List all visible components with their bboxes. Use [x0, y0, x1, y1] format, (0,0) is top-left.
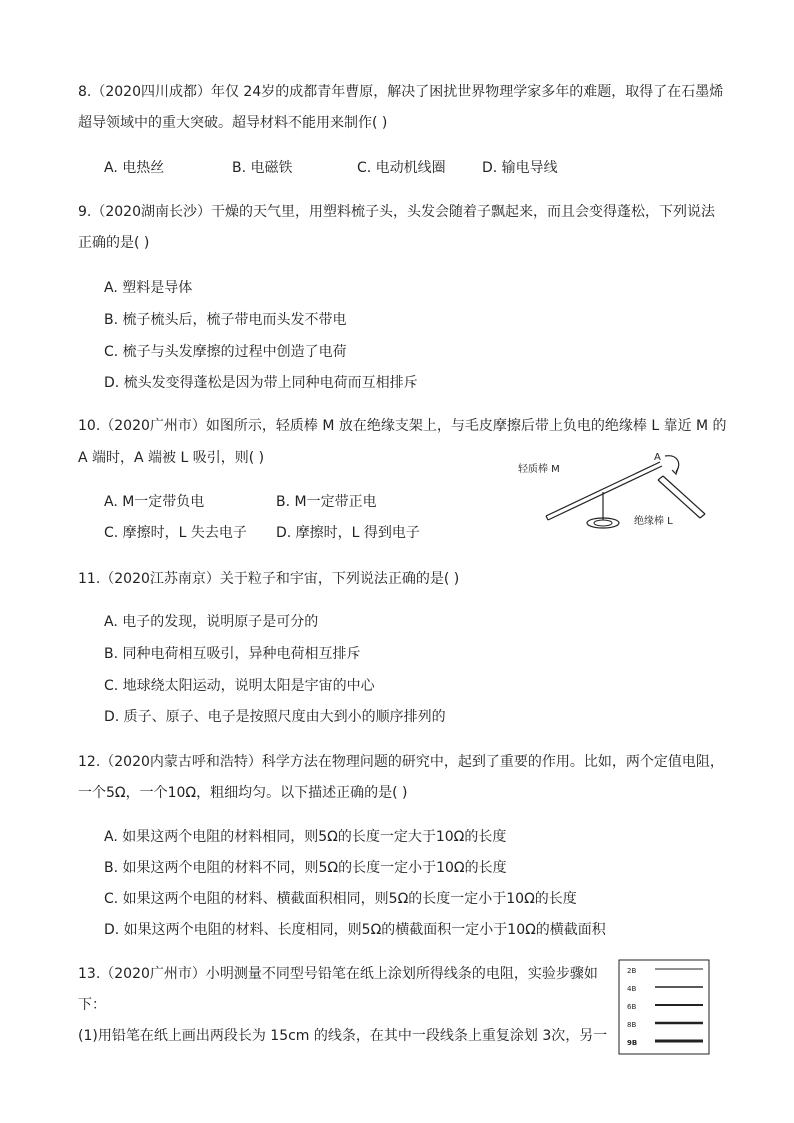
q12-option-a: A. 如果这两个电阻的材料相同，则5Ω的长度一定大于10Ω的长度: [104, 829, 507, 845]
q11-option-a: A. 电子的发现，说明原子是可分的: [104, 614, 319, 630]
q11-option-b: B. 同种电荷相互吸引，异种电荷相互排斥: [104, 646, 361, 662]
grade-label-2b: 2B: [627, 967, 637, 975]
q8-option-b: B. 电磁铁: [232, 160, 293, 176]
q12-stem-line-2: 一个5Ω，一个10Ω，粗细均匀。以下描述正确的是( ): [78, 785, 408, 801]
q9-option-c: C. 梳子与头发摩擦的过程中创造了电荷: [104, 344, 347, 360]
q10-stem-line-2: A 端时，A 端被 L 吸引，则( ): [78, 450, 265, 466]
q8-option-c: C. 电动机线圈: [357, 160, 446, 176]
q12-option-c: C. 如果这两个电阻的材料、横截面积相同，则5Ω的长度一定小于10Ω的长度: [104, 891, 577, 907]
q11-option-d: D. 质子、原子、电子是按照尺度由大到小的顺序排列的: [104, 709, 446, 725]
q13-stem-line-3: (1)用铅笔在纸上画出两段长为 15cm 的线条，在其中一段线条上重复涂划 3次，另一: [78, 1028, 608, 1044]
q8-stem-line-2: 超导领域中的重大突破。超导材料不能用来制作( ): [78, 115, 388, 131]
q10-stem-line-1: 10.（2020广州市）如图所示，轻质棒 M 放在绝缘支架上，与毛皮摩擦后带上负电的绝缘棒 L 靠近 M 的: [78, 418, 727, 434]
q13-pencil-lines-figure: [615, 957, 715, 1059]
q9-option-b: B. 梳子梳头后，梳子带电而头发不带电: [104, 312, 347, 328]
insulated-stand: [587, 492, 619, 528]
q10-option-d: D. 摩擦时，L 得到电子: [276, 525, 420, 541]
label-light-rod-m: 轻质棒 M: [518, 464, 560, 475]
q8-option-a: A. 电热丝: [104, 160, 165, 176]
grade-label-4b: 4B: [627, 985, 637, 993]
grade-label-6b: 6B: [627, 1003, 637, 1011]
grade-label-8b: 8B: [627, 1021, 637, 1029]
label-end-a: A: [654, 452, 661, 463]
q12-option-d: D. 如果这两个电阻的材料、长度相同，则5Ω的横截面积一定小于10Ω的横截面积: [104, 922, 606, 938]
grade-label-9b: 9B: [627, 1039, 638, 1047]
q9-stem-line-2: 正确的是( ): [78, 235, 150, 251]
insulating-rod-l: [658, 476, 705, 518]
light-rod-m: [546, 462, 662, 520]
q13-stem-line-1: 13.（2020广州市）小明测量不同型号铅笔在纸上涂划所得线条的电阻，实验步骤如: [78, 966, 598, 982]
q12-option-b: B. 如果这两个电阻的材料不同，则5Ω的长度一定小于10Ω的长度: [104, 860, 507, 876]
q11-option-c: C. 地球绕太阳运动，说明太阳是宇宙的中心: [104, 678, 375, 694]
q11-stem-line-1: 11.（2020江苏南京）关于粒子和宇宙，下列说法正确的是( ): [78, 571, 460, 587]
q12-stem-line-1: 12.（2020内蒙古呼和浩特）科学方法在物理问题的研究中，起到了重要的作用。比如，两个定值电阻，: [78, 754, 724, 770]
q10-option-b: B. M一定带正电: [276, 494, 377, 510]
q8-stem-line-1: 8.（2020四川成都）年仅 24岁的成都青年曹原，解决了困扰世界物理学家多年的难题，取得了在石墨烯: [78, 84, 724, 100]
label-insulating-rod-l: 绝缘棒 L: [634, 516, 673, 527]
q10-option-c: C. 摩擦时，L 失去电子: [104, 525, 247, 541]
attraction-arrow-icon: [665, 456, 679, 472]
q10-option-a: A. M一定带负电: [104, 494, 205, 510]
q9-stem-line-1: 9.（2020湖南长沙）干燥的天气里，用塑料梳子头，头发会随着子飘起来，而且会变得蓬松，下列说法: [78, 204, 715, 220]
q10-rod-figure: [500, 446, 720, 546]
q9-option-a: A. 塑料是导体: [104, 280, 193, 296]
q9-option-d: D. 梳头发变得蓬松是因为带上同种电荷而互相排斥: [104, 375, 418, 391]
q8-option-d: D. 输电导线: [482, 160, 558, 176]
q13-stem-line-2: 下：: [78, 997, 106, 1013]
